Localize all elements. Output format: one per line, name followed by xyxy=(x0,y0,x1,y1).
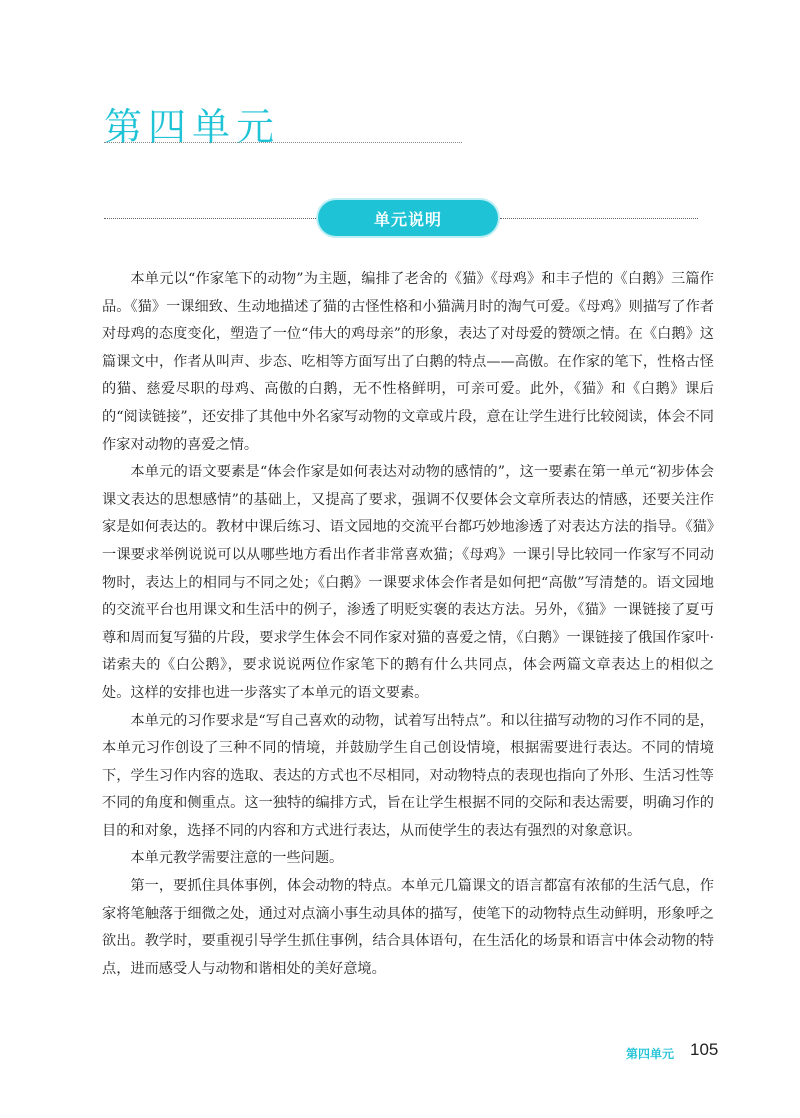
section-divider-right xyxy=(500,218,698,219)
section-divider-left xyxy=(104,218,316,219)
page-number: 105 xyxy=(690,1040,719,1059)
section-badge: 单元说明 xyxy=(318,200,498,236)
paragraph-1: 本单元以“作家笔下的动物”为主题，编排了老舍的《猫》《母鸡》和丰子恺的《白鹅》三篇作品。《猫》一课细致、生动地描述了猫的古怪性格和小猫满月时的淘气可爱。《母鸡》则描写了作者对母鸡的态度变化，塑造了一位“伟大的鸡母亲”的形象，表达了对母爱的赞颂之情。在《白鹅》这篇课文中，作者从叫声、步态、吃相等方面写出了白鹅的特点——高傲。在作家的笔下，性格古怪的猫、慈爱尽职的母鸡、高傲的白鹅，无不性格鲜明，可亲可爱。此外，《猫》和《白鹅》课后的“阅读链接”，还安排了其他中外名家写动物的文章或片段，意在让学生进行比较阅读，体会不同作家对动物的喜爱之情。 xyxy=(102,271,714,453)
paragraph-3: 本单元的习作要求是“写自己喜欢的动物，试着写出特点”。和以往描写动物的习作不同的是，本单元习作创设了三种不同的情境，并鼓励学生自己创设情境，根据需要进行表达。不同的情境下，学生习作内容的选取、表达的方式也不尽相同，对动物特点的表现也指向了外形、生活习性等不同的角度和侧重点。这一独特的编排方式，旨在让学生根据不同的交际和表达需要，明确习作的目的和对象，选择不同的内容和方式进行表达，从而使学生的表达有强烈的对象意识。 xyxy=(102,712,714,839)
title-divider xyxy=(104,142,462,143)
unit-title: 第四单元 xyxy=(104,105,281,149)
body-text xyxy=(102,266,714,983)
paragraph-4: 本单元教学需要注意的一些问题。 xyxy=(130,850,344,867)
paragraph-5: 第一，要抓住具体事例，体会动物的特点。本单元几篇课文的语言都富有浓郁的生活气息，作家将笔触落于细微之处，通过对点滴小事生动具体的描写，使笔下的动物特点生动鲜明，形象呼之欲出。教学时，要重视引导学生抓住事例，结合具体语句，在生活化的场景和语言中体会动物的特点，进而感受人与动物和谐相处的美好意境。 xyxy=(102,878,714,977)
paragraph-2: 本单元的语文要素是“体会作家是如何表达对动物的感情的”，这一要素在第一单元“初步体会课文表达的思想感情”的基础上，又提高了要求，强调不仅要体会文章所表达的情感，还要关注作家是如何表达的。教材中课后练习、语文园地的交流平台都巧妙地渗透了对表达方法的指导。《猫》一课要求举例说说可以从哪些地方看出作者非常喜欢猫；《母鸡》一课引导比较同一作家写不同动物时，表达上的相同与不同之处；《白鹅》一课要求体会作者是如何把“高傲”写清楚的。语文园地的交流平台也用课文和生活中的例子，渗透了明贬实褒的表达方法。另外，《猫》一课链接了夏丏尊和周而复写猫的片段，要求学生体会不同作家对猫的喜爱之情，《白鹅》一课链接了俄国作家叶·诺索夫的《白公鹅》，要求说说两位作家笔下的鹅有什么共同点，体会两篇文章表达上的相似之处。这样的安排也进一步落实了本单元的语文要素。 xyxy=(102,464,714,701)
footer-unit-label: 第四单元 xyxy=(626,1047,675,1061)
